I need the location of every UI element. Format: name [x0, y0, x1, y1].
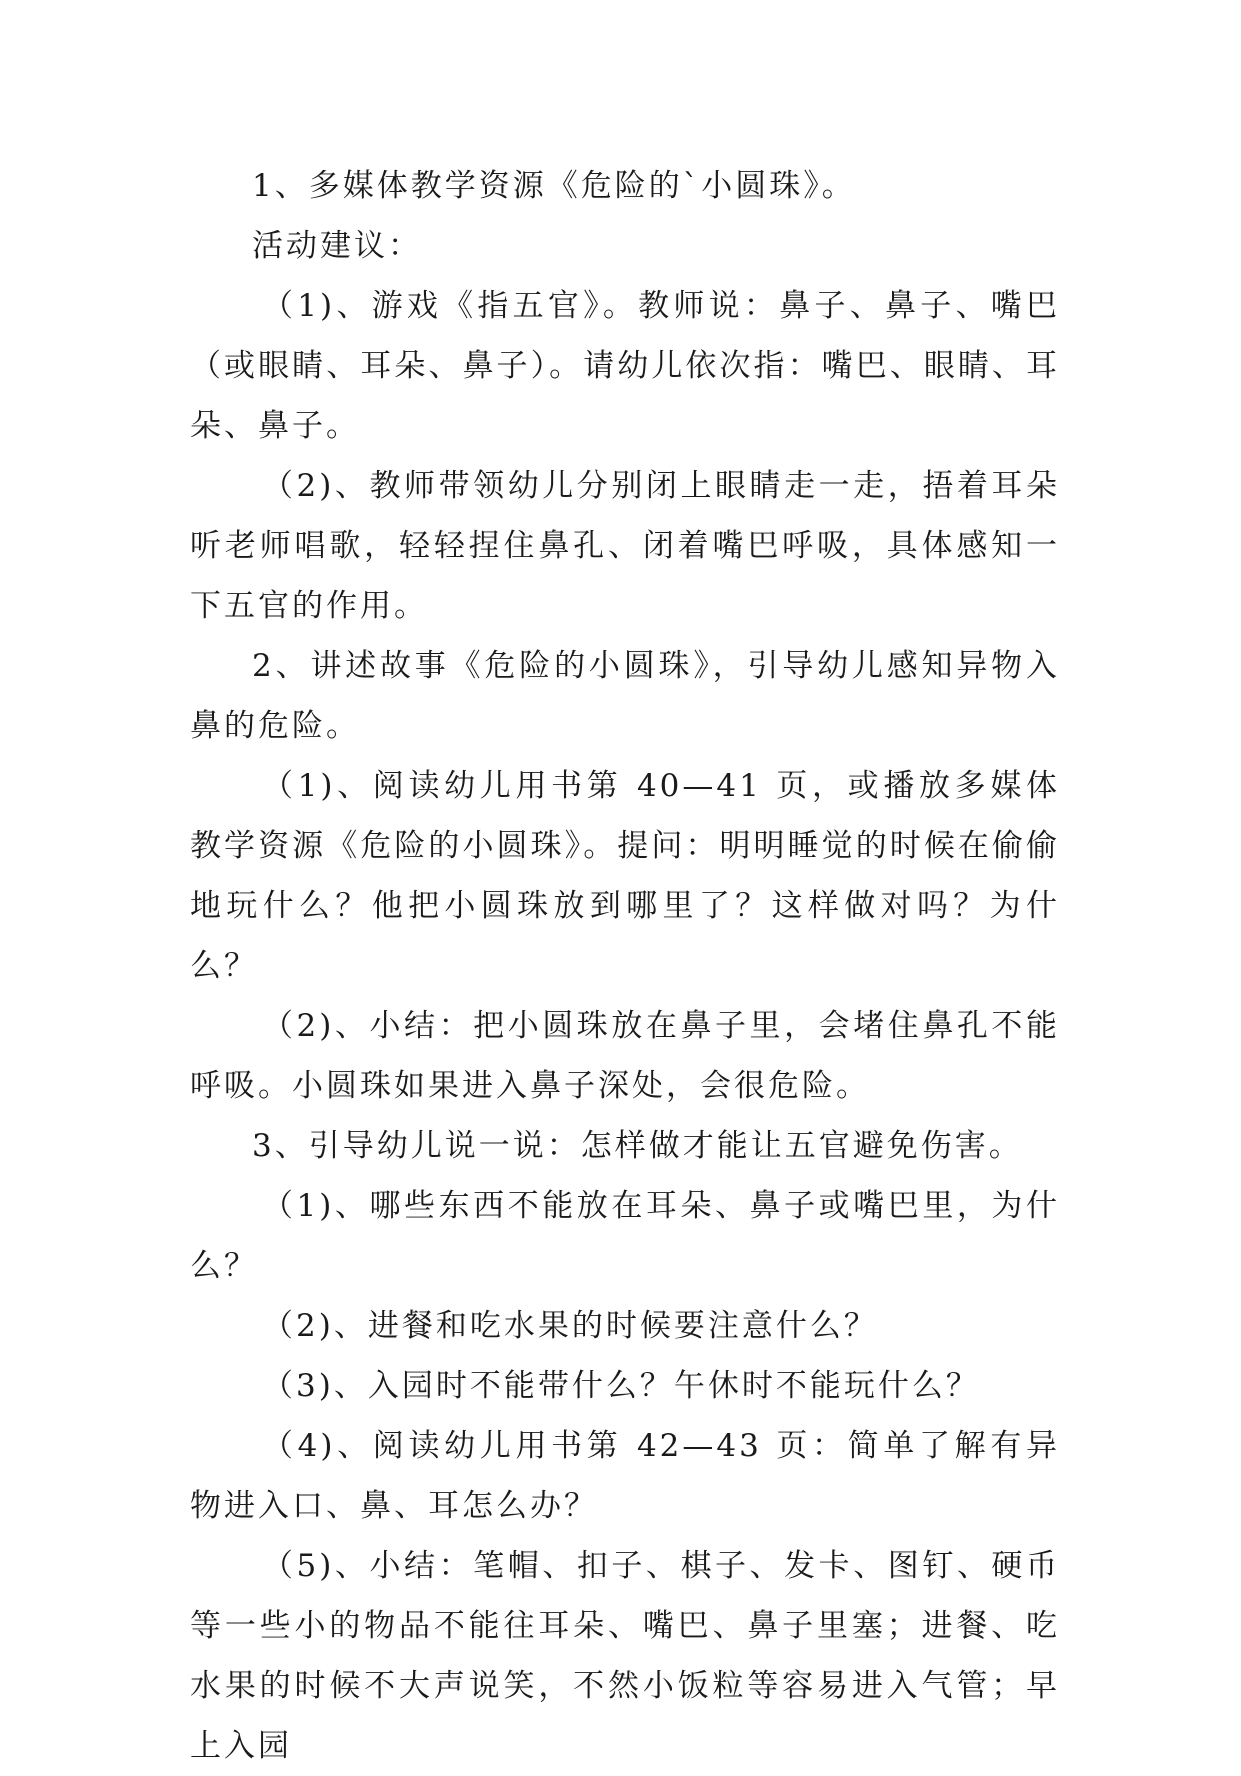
paragraph-12: （4)、阅读幼儿用书第 42—43 页：简单了解有异物进入口、鼻、耳怎么办？	[190, 1428, 1060, 1524]
paragraph-6: （1)、阅读幼儿用书第 40—41 页，或播放多媒体教学资源《危险的小圆珠》。提问：明明睡觉的时候在偷偷地玩什么？他把小圆珠放到哪里了？这样做对吗？为什么？	[190, 768, 1060, 984]
paragraph-2: 活动建议：	[252, 228, 422, 264]
paragraph-7: （2)、小结：把小圆珠放在鼻子里，会堵住鼻孔不能呼吸。小圆珠如果进入鼻子深处，会很危险。	[190, 1008, 1060, 1104]
paragraph-13: （5)、小结：笔帽、扣子、棋子、发卡、图钉、硬币等一些小的物品不能往耳朵、嘴巴、鼻子里塞；进餐、吃水果的时候不大声说笑，不然小饭粒等容易进入气管；早上入园	[190, 1548, 1060, 1764]
paragraph-11: （3)、入园时不能带什么？午休时不能玩什么？	[262, 1368, 980, 1404]
paragraph-3: （1)、游戏《指五官》。教师说：鼻子、鼻子、嘴巴（或眼睛、耳朵、鼻子）。请幼儿依次指：嘴巴、眼睛、耳朵、鼻子。	[190, 288, 1060, 444]
paragraph-5: 2、讲述故事《危险的小圆珠》，引导幼儿感知异物入鼻的危险。	[190, 648, 1060, 744]
paragraph-9: （1)、哪些东西不能放在耳朵、鼻子或嘴巴里，为什么？	[190, 1188, 1060, 1284]
paragraph-4: （2)、教师带领幼儿分别闭上眼睛走一走，捂着耳朵听老师唱歌，轻轻捏住鼻孔、闭着嘴巴呼吸，具体感知一下五官的作用。	[190, 468, 1060, 624]
paragraph-1: 1、多媒体教学资源《危险的`小圆珠》。	[252, 168, 856, 204]
paragraph-8: 3、引导幼儿说一说：怎样做才能让五官避免伤害。	[252, 1128, 1023, 1164]
document-body	[190, 156, 1060, 1776]
paragraph-10: （2)、进餐和吃水果的时候要注意什么？	[262, 1308, 878, 1344]
